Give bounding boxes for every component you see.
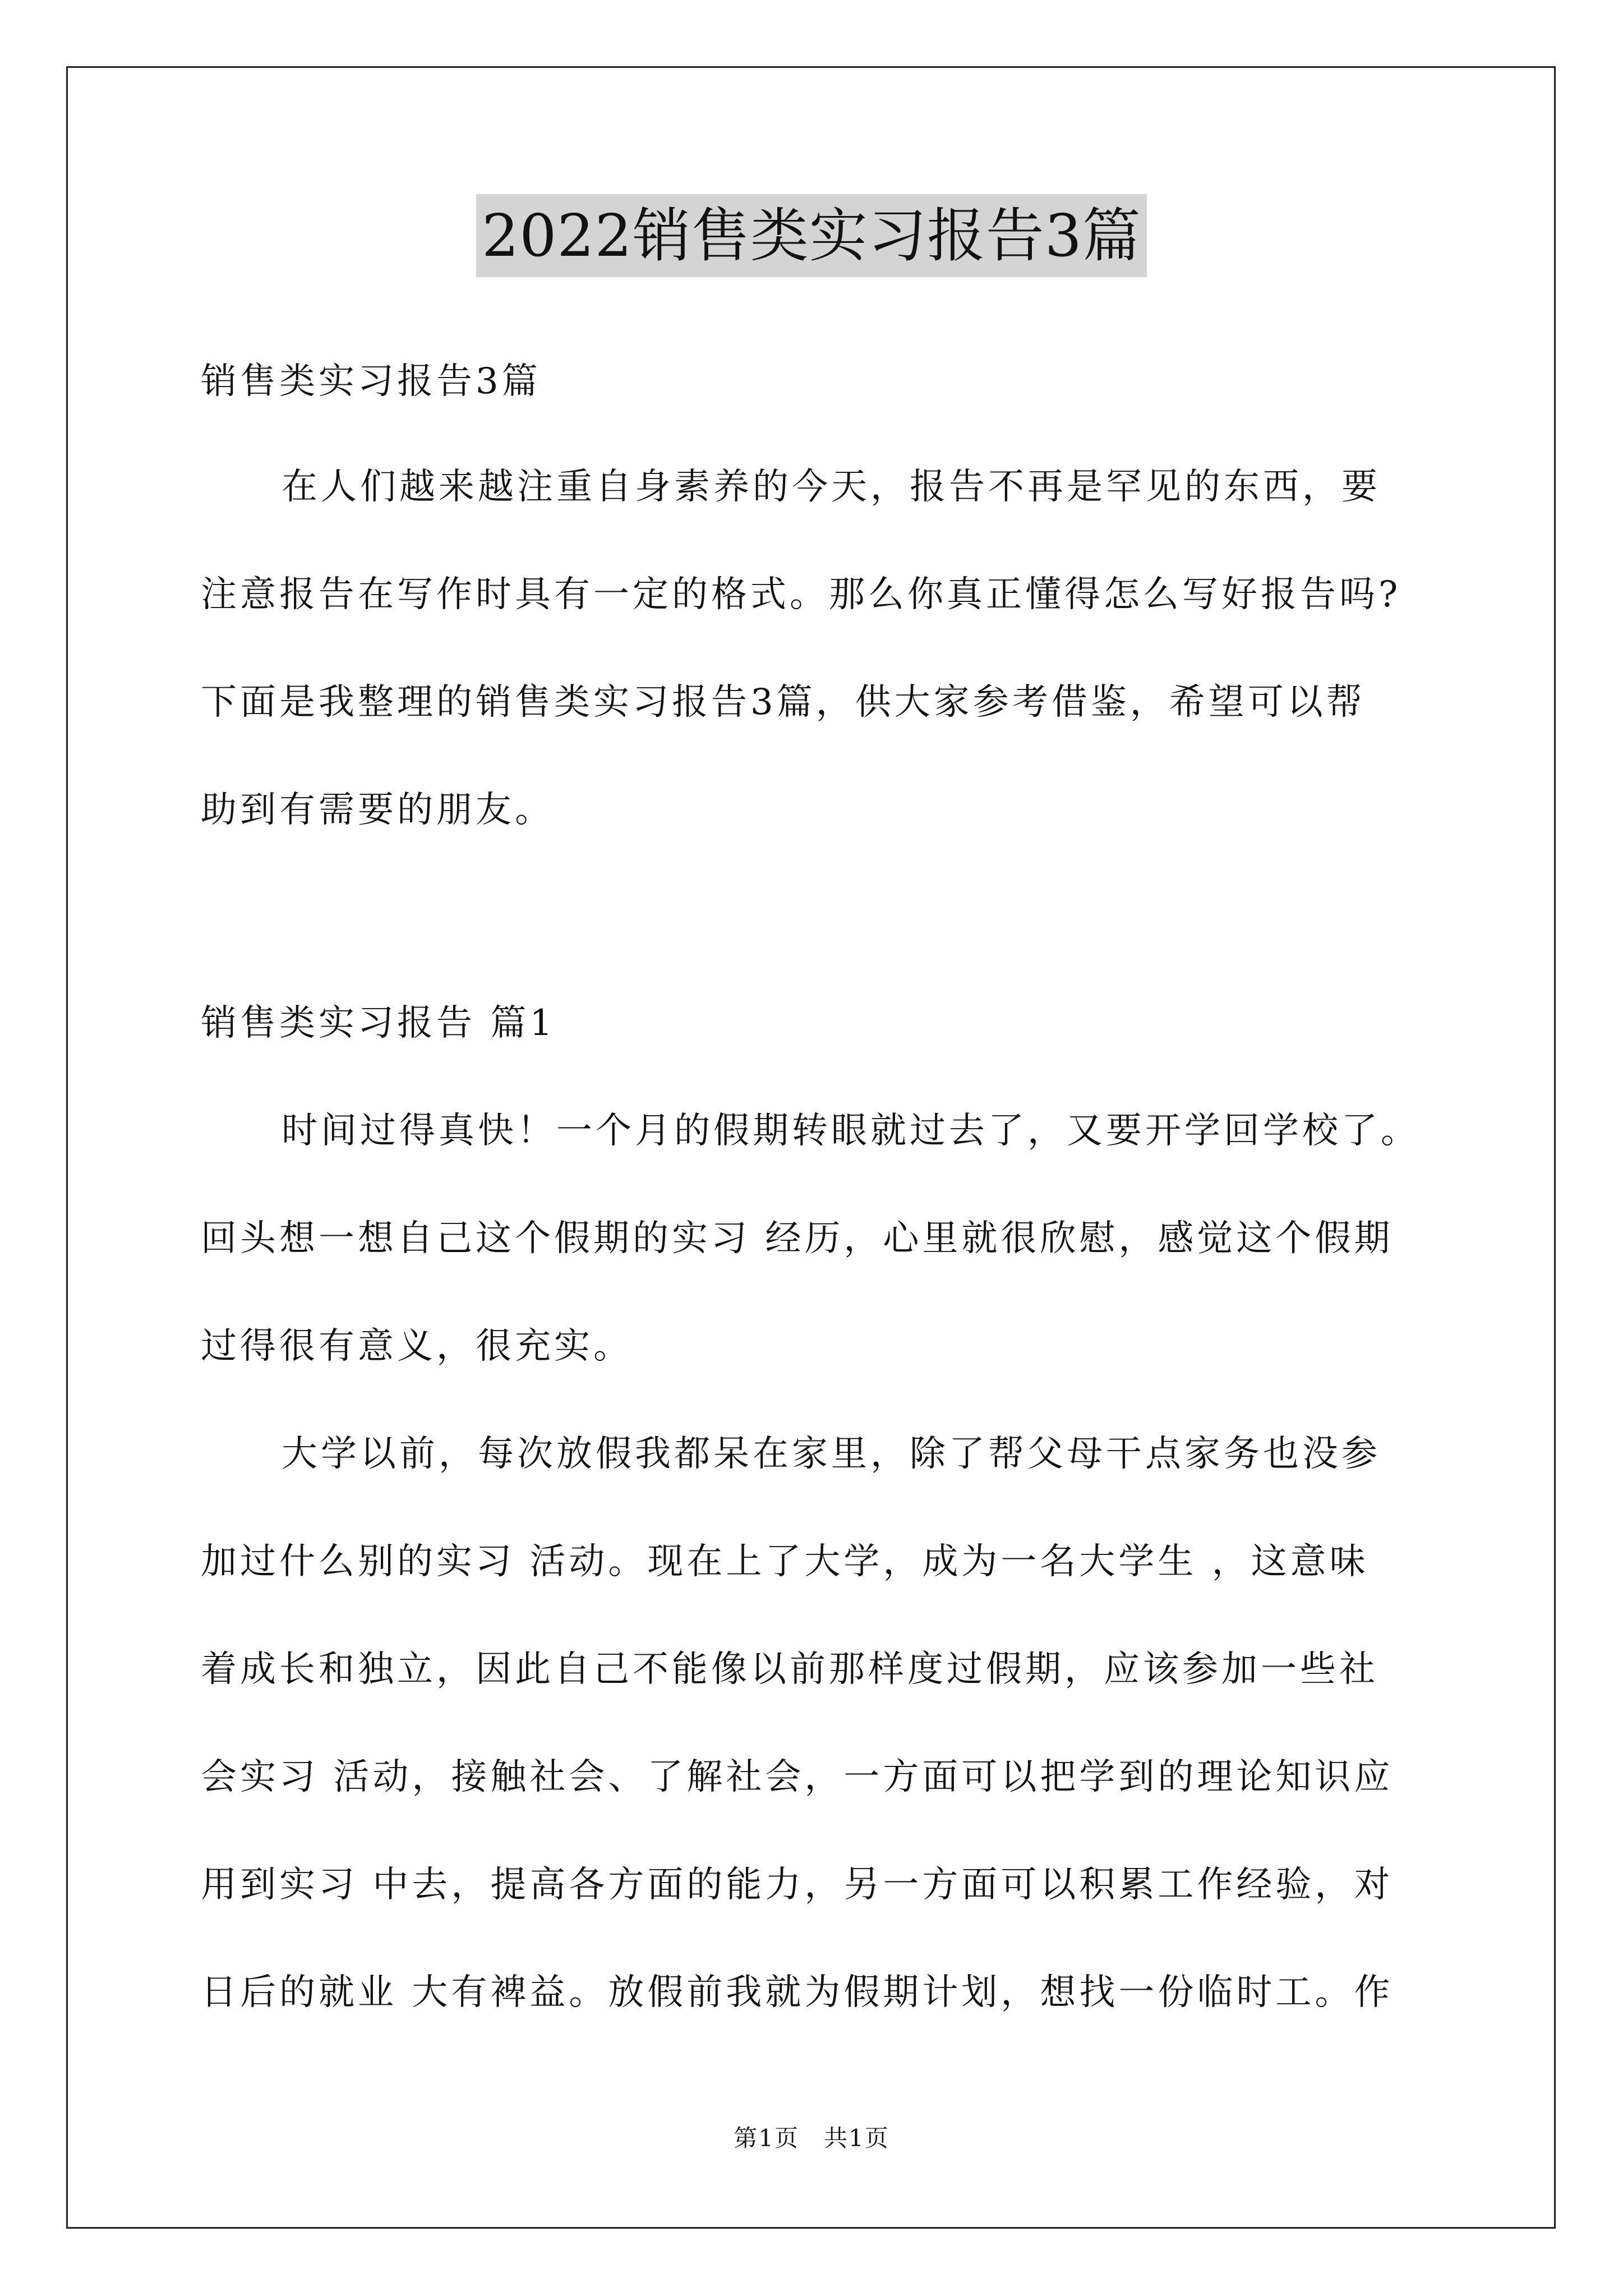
document-subtitle: 销售类实习报告3篇 <box>201 361 541 402</box>
intro-line-3: 下面是我整理的销售类实习报告3篇，供大家参考借鉴，希望可以帮 <box>201 682 1366 723</box>
page-footer: 第1页 共1页 <box>734 2124 889 2152</box>
paragraph1-line-2: 回头想一想自己这个假期的实习 经历，心里就很欣慰，感觉这个假期 <box>201 1218 1394 1259</box>
intro-line-4: 助到有需要的朋友。 <box>201 789 554 831</box>
paragraph1-line-1: 时间过得真快！一个月的假期转眼就过去了，又要开学回学校了。 <box>282 1110 1420 1152</box>
paragraph2-line-1: 大学以前，每次放假我都呆在家里，除了帮父母干点家务也没参 <box>282 1433 1381 1475</box>
paragraph2-line-3: 着成长和独立，因此自己不能像以前那样度过假期，应该参加一些社 <box>201 1649 1378 1690</box>
paragraph1-line-3: 过得很有意义，很充实。 <box>201 1326 633 1367</box>
paragraph2-line-4: 会实习 活动，接触社会、了解社会，一方面可以把学到的理论知识应 <box>201 1756 1394 1798</box>
paragraph2-line-5: 用到实习 中去，提高各方面的能力，另一方面可以积累工作经验，对 <box>201 1864 1394 1906</box>
intro-line-1: 在人们越来越注重自身素养的今天，报告不再是罕见的东西，要 <box>282 466 1381 508</box>
document-title-container <box>0 194 1623 277</box>
section-heading: 销售类实习报告 篇1 <box>201 1002 556 1044</box>
paragraph2-line-6: 日后的就业 大有裨益。放假前我就为假期计划，想找一份临时工。作 <box>201 1972 1394 2013</box>
document-title: 2022销售类实习报告3篇 <box>476 194 1147 277</box>
intro-line-2: 注意报告在写作时具有一定的格式。那么你真正懂得怎么写好报告吗? <box>201 574 1401 615</box>
paragraph2-line-2: 加过什么别的实习 活动。现在上了大学，成为一名大学生 ，这意味 <box>201 1541 1369 1582</box>
